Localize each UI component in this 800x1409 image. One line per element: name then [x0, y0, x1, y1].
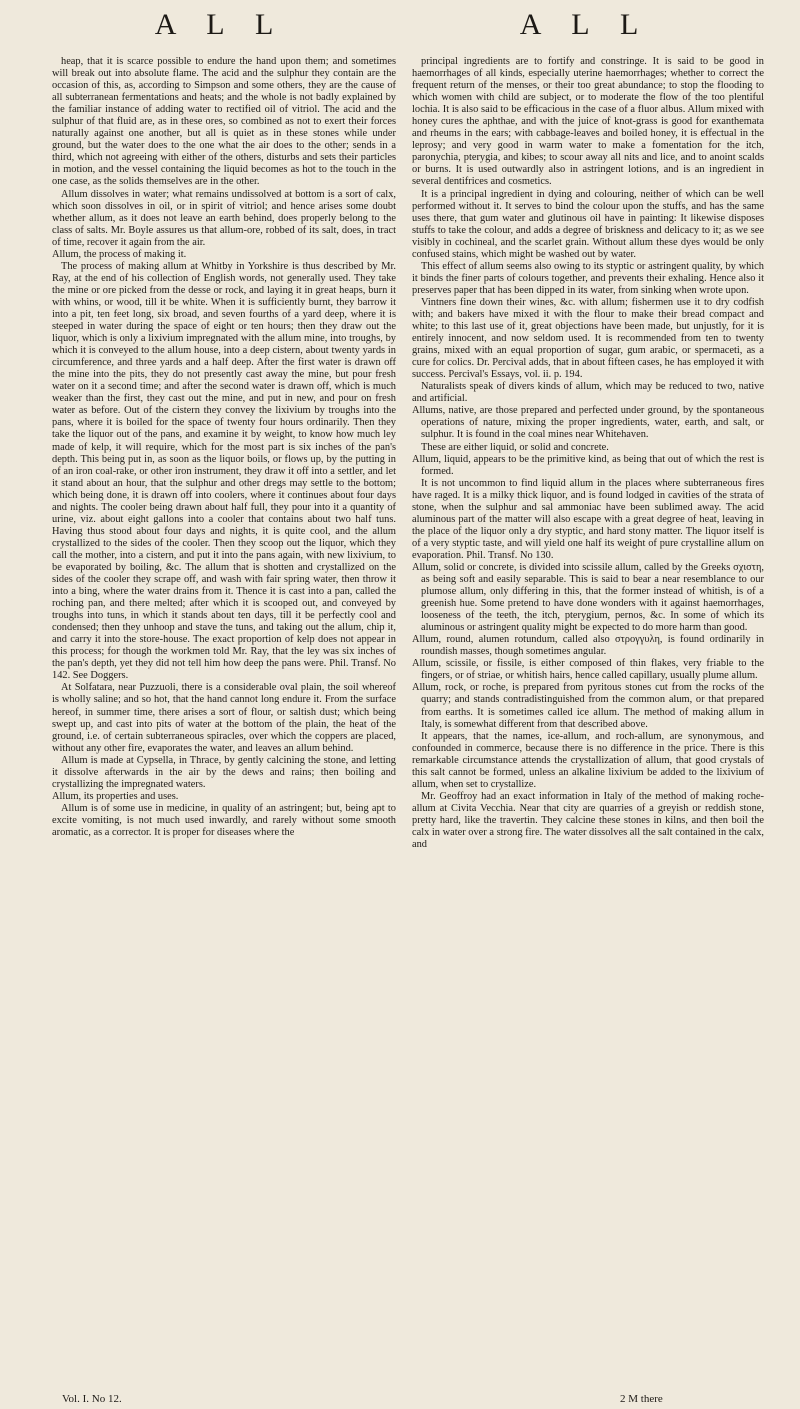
paragraph: Allum is of some use in medicine, in quality of an astringent; but, being apt to excite vomiting, is not much used inwardly, and rarely without some smooth aromatic, as a corrector. It is proper for diseases where the: [52, 802, 396, 838]
paragraph: principal ingredients are to fortify and constringe. It is said to be good in haemorrhages of all kinds, especially uterine haemorrhages; whether to correct the frequent return of the menses, or their too great abundance; to stop the flooding to which women with child are subject, or to moderate the flow of the too plentiful lochia. It is also said to be efficacious in the case of a fluor albus. Allum mixed with honey cures the aphthae, and with the juice of knot-grass is good for exanthemata and rheums in the ears; with cabbage-leaves and boiled honey, it is effectual in the leprosy; and very good in warm water to make a fomentation for the itch, paronychia, pterygia, and kibes; to scour away all nits and lice, and to anoint scalds or burns. It is used outwardly also in astringent lotions, and is an ingredient in several dentifrices and cosmetics.: [412, 56, 764, 188]
right-column: [412, 56, 764, 851]
catchword: 2 M there: [620, 1393, 663, 1405]
paragraph: heap, that it is scarce possible to endure the hand upon them; and sometimes will break out into absolute flame. The acid and the sulphur they contain are the occasion of this, as, according to Simpson and some others, they are the cause of all subterranean fermentations and heats; and the whole is not badly explained by the familiar instance of adding water to rectified oil of vitriol. The acid and the sulphur of that fluid are, as in these ores, so combined as not to exert their forces naturally against one another, but all is quiet as in these stones while under ground, but the water does to the one what the air does to the other; sends in a third, which not agreeing with either of the others, disturbs and sets their particles in motion, and the vessel containing the liquid becomes as hot to the touch in the one case, as the solids themselves are in the other.: [52, 56, 396, 188]
paragraph: Vintners fine down their wines, &c. with allum; fishermen use it to dry codfish with; and bakers have mixed it with the flour to make their bread compact and white; to this last use of it, great objections have been made, but unjustly, for it is entirely innocent, and now seldom used. It is recommended from ten to twenty grains, mixed with an equal proportion of sugar, gum arabic, or spermaceti, as a cure for colics. Dr. Percival adds, that in about fifteen cases, he has employed it with success. Percival's Essays, vol. ii. p. 194.: [412, 296, 764, 381]
paragraph: These are either liquid, or solid and concrete.: [421, 441, 609, 453]
paragraph: Allum, rock, or roche, is prepared from pyritous stones cut from the rocks of the quarry; and stands contradistinguished from the common alum, or that prepared from earths. It is sometimes called ice allum. The method of making allum in Italy, is somewhat different from that described above.: [412, 682, 764, 730]
paragraph: Allums, native, are those prepared and perfected under ground, by the spontaneous operations of nature, mixing the proper ingredients, water, earth, and salt, or sulphur. It is found in the coal mines near Whitehaven.: [412, 405, 764, 441]
paragraph: Allum, the process of making it.: [52, 248, 187, 260]
paragraph: At Solfatara, near Puzzuoli, there is a considerable oval plain, the soil whereof is wholly saline; and so hot, that the hand cannot long endure it. From the surface hereof, in summer time, there arises a sort of flour, or saltish dust; which being swept up, and cast into pits of water at the bottom of the plain, the heat of the ground, i.e. of certain subterraneous spiracles, over which the coppers are placed, without any other fire, evaporates the water, and leaves an allum behind.: [52, 682, 396, 754]
paragraph: It is a principal ingredient in dying and colouring, neither of which can be well performed without it. It serves to bind the colour upon the stuffs, and has the same uses there, that gum water and glutinous oil have in painting: It likewise disposes stuffs to take the colour, and adds a degree of briskness and delicacy to it; as we see visibly in cochineal, and the scarlet grain. Without allum these dyes would be only confused stains, which might be washed out by water.: [412, 188, 764, 260]
paragraph: Allum, round, alumen rotundum, called also στρογγυλη, is found ordinarily in roundish masses, though sometimes angular.: [412, 634, 764, 658]
paragraph: It appears, that the names, ice-allum, and roch-allum, are synonymous, and confounded in commerce, because there is no difference in the price. There is this remarkable circumstance attends the crystallization of allum, that good crystals of this salt cannot be formed, unless an alkaline lixivium be added to the lixivium of allum, when set to crystallize.: [412, 730, 764, 790]
paragraph: Allum, liquid, appears to be the primitive kind, as being that out of which the rest is formed.: [412, 453, 764, 477]
paragraph: Allum, solid or concrete, is divided into scissile allum, called by the Greeks σχιστη, as being soft and easily separable. This is said to bear a near resemblance to our plumose allum, only differing in this, that the former instead of whitish, is of a greenish hue. Some pretend to have done wonders with it against haemorrhages, looseness of the teeth, the itch, pterygium, pernos, &c. In some of which its aluminous or astringent quality might be expected to do more harm than good.: [412, 561, 764, 634]
paragraph: Naturalists speak of divers kinds of allum, which may be reduced to two, native and artificial.: [412, 381, 764, 405]
running-head-left: A L L: [154, 8, 286, 41]
paragraph: The process of making allum at Whitby in Yorkshire is thus described by Mr. Ray, at the end of his collection of English words, not generally used. They take the mine or ore picked from the desse or rock, and laying it in great heaps, burn it with whins, or wood, till it be white. When it is sufficiently burnt, they barrow it into a pit, ten feet long, six broad, and seven fourths of a yard deep, where it is steeped in water during the space of eight or ten hours; then they draw out the liquor, which is only a lixivium impregnated with the allum mine, into troughs, by which it is conveyed to the allum house, into a deep cistern, about twenty yards in circumference, and three yards and a half deep. After the first water is drawn off the mine into the pits, they do not presently cast away the mine, but pour fresh water on it a second time; and after the second water is drawn off, which is much weaker than the first, they cast out the mine, and put in new, and pour on fresh water as before. Out of the cistern they convey the lixivium by troughs into the pans, where it is boiled for the space of twenty four hours ordinarily. Then they take the liquor out of the pans, and examine it by weight, to know how much ley made of kelp, it will require, which for the most part is six inches of the pan's depth. This being put in, as soon as the liquor boils, or flows up, by the putting in of an iron coal-rake, or other iron instrument, they draw it off into a settler, and let it stand about an hour, that the sulphur and other dregs may settle to the bottom; which being done, it is drawn off into coolers, where it continues about four days and nights. The cooler being drawn about half full, they pour into it a quantity of urine, viz. about eight gallons into a cooler that contains about two half tuns. Having thus stood about four days and nights, it is quite cool, and the allum crystallized to the sides of the cooler. Then they scoop out the liquor, which they call the mother, into a cistern, and put it into the pans again, with new lixivium, to be evaporated by boiling, &c. The allum that is shotten and crystallized on the sides of the cooler they scrape off, and wash with fair spring water, then throw it into a bing, where the water drains from it. Thence it is cast into a pan, called the roching pan, and there melted; after which it is scooped out, and conveyed by troughs into tuns, in which it stands about ten days, till it be perfectly cool and condensed; then they unhoop and stave the tuns, and taking out the allum, chip it, and carry it into the store-house. The exact proportion of kelp does not appear in this process; for though the workmen told Mr. Ray, that the ley was six inches of the pan's depth, yet they did not tell him how deep the pans were. Phil. Transf. No 142. See Doggers.: [52, 260, 396, 682]
paragraph: This effect of allum seems also owing to its styptic or astringent quality, by which it binds the finer parts of colours together, and prevents their exhaling. Hence also it preserves paper that has been dipped in its water, from sinking when wrote upon.: [412, 260, 764, 296]
paragraph: It is not uncommon to find liquid allum in the places where subterraneous fires have raged. It is a milky thick liquor, and is found lodged in cavities of the strata of stone, when the sulphur and sal ammoniac have been sublimed away. The acid aluminous part of the matter will also escape with a great degree of heat, leaving in the place of the liquor only a dry styptic, and hard stony matter. The liquor itself is of a very styptic taste, and will yield one half its weight of pure crystalline allum on evaporation. Phil. Transf. No 130.: [412, 477, 764, 561]
paragraph: Allum is made at Cypsella, in Thrace, by gently calcining the stone, and letting it dissolve afterwards in the air by the dews and rains; then boiling and crystallizing the impregnated waters.: [52, 754, 396, 790]
paragraph: Mr. Geoffroy had an exact information in Italy of the method of making roche-allum at Civita Vecchia. Near that city are quarries of a greyish or reddish stone, pretty hard, like the travertin. They calcine these stones in kilns, and then boil the calx in water over a strong fire. The water dissolves all the salt contained in the calx, and: [412, 790, 764, 851]
paragraph: Allum dissolves in water; what remains undissolved at bottom is a sort of calx, which soon dissolves in oil, or in spirit of vitriol; and hence arises some doubt whether allum, as it does not leave an earth behind, does properly belong to the class of salts. Mr. Boyle assures us that allum-ore, robbed of its salt, does, in tract of time, recover it again from the air.: [52, 188, 396, 248]
left-column: [52, 56, 396, 839]
paragraph: Allum, scissile, or fissile, is either composed of thin flakes, very friable to the fingers, or of striae, or whitish hairs, hence called capillary, usually plume allum.: [412, 658, 764, 682]
paragraph: Allum, its properties and uses.: [52, 790, 179, 802]
volume-signature: Vol. I. No 12.: [62, 1393, 122, 1405]
running-head-right: A L L: [519, 8, 651, 41]
